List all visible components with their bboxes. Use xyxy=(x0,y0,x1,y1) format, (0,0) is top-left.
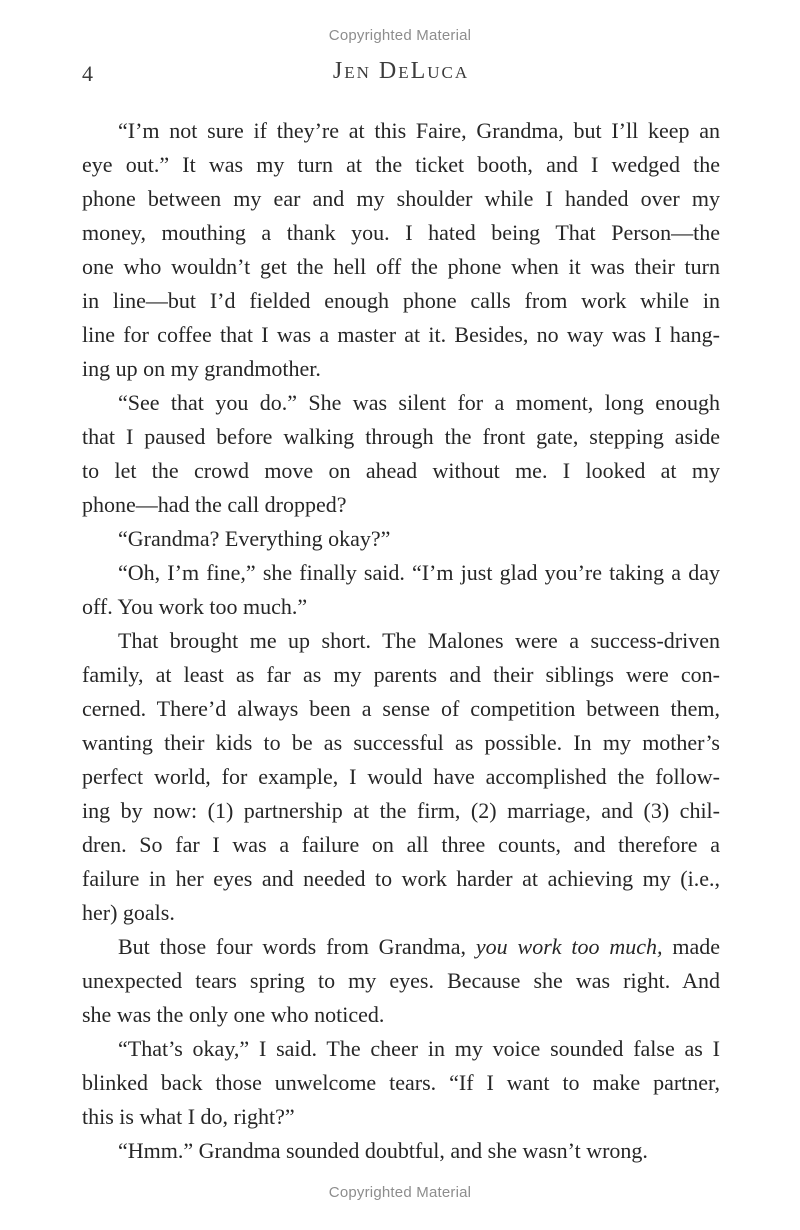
text-line: ing up on my grandmother. xyxy=(82,356,321,381)
text-line: “That’s okay,” I said. The cheer in my voice sounded false as I xyxy=(118,1036,720,1061)
text-line: perfect world, for example, I would have accomplished the follow- xyxy=(82,764,720,789)
text-line: “Oh, I’m fine,” she finally said. “I’m just glad you’re taking a day xyxy=(118,560,720,585)
text-line: in line—but I’d fielded enough phone calls from work while in xyxy=(82,288,720,313)
page-header xyxy=(82,58,720,90)
text-line: off. You work too much.” xyxy=(82,594,308,619)
paragraph xyxy=(82,386,720,522)
paragraph xyxy=(82,1032,720,1168)
text-line: wanting their kids to be as successful as possible. In my mother’s xyxy=(82,730,720,755)
text-line: “See that you do.” She was silent for a moment, long enough xyxy=(118,390,720,415)
text-line xyxy=(82,930,720,964)
text-line: family, at least as far as my parents and their siblings were con- xyxy=(82,662,720,687)
paragraph xyxy=(82,522,720,556)
text-line: she was the only one who noticed. xyxy=(82,1002,385,1027)
text-line: ing by now: (1) partnership at the firm, (2) marriage, and (3) chil- xyxy=(82,798,720,823)
text-line: That brought me up short. The Malones were a success-driven xyxy=(118,628,720,653)
paragraph xyxy=(82,556,720,624)
text-line: blinked back those unwelcome tears. “If I want to make partner, xyxy=(82,1070,720,1095)
text-line: failure in her eyes and needed to work harder at achieving my (i.e., xyxy=(82,866,720,891)
text-line: that I paused before walking through the front gate, stepping aside xyxy=(82,424,720,449)
text-line: “Grandma? Everything okay?” xyxy=(118,526,391,551)
paragraph xyxy=(82,930,720,1032)
text-line: “I’m not sure if they’re at this Faire, Grandma, but I’ll keep an xyxy=(118,118,720,143)
paragraph xyxy=(82,624,720,930)
text-line: “Hmm.” Grandma sounded doubtful, and she wasn’t wrong. xyxy=(118,1138,648,1163)
text-line: this is what I do, right?” xyxy=(82,1104,295,1129)
text-line: dren. So far I was a failure on all three counts, and therefore a xyxy=(82,832,720,857)
page-number: 4 xyxy=(82,61,93,86)
paragraph xyxy=(82,114,720,386)
italic-phrase: you work too much, xyxy=(475,934,663,959)
text-line: one who wouldn’t get the hell off the phone when it was their turn xyxy=(82,254,720,279)
text-segment: made xyxy=(662,934,720,959)
text-line: to let the crowd move on ahead without me. I looked at my xyxy=(82,458,720,483)
text-line: eye out.” It was my turn at the ticket booth, and I wedged the xyxy=(82,152,720,177)
copyright-notice-top: Copyrighted Material xyxy=(328,27,472,44)
text-line: cerned. There’d always been a sense of competition between them, xyxy=(82,696,720,721)
text-line: phone between my ear and my shoulder while I handed over my xyxy=(82,186,720,211)
text-line: money, mouthing a thank you. I hated being That Person—the xyxy=(82,220,720,245)
text-line: phone—had the call dropped? xyxy=(82,492,347,517)
running-header-author: Jen DeLuca xyxy=(332,58,470,84)
body-text xyxy=(82,114,720,1168)
text-line: line for coffee that I was a master at it. Besides, no way was I hang- xyxy=(82,322,720,347)
text-line: unexpected tears spring to my eyes. Because she was right. And xyxy=(82,968,720,993)
text-line: her) goals. xyxy=(82,900,175,925)
copyright-notice-bottom: Copyrighted Material xyxy=(328,1184,472,1201)
text-segment: But those four words from Grandma, xyxy=(118,934,476,959)
